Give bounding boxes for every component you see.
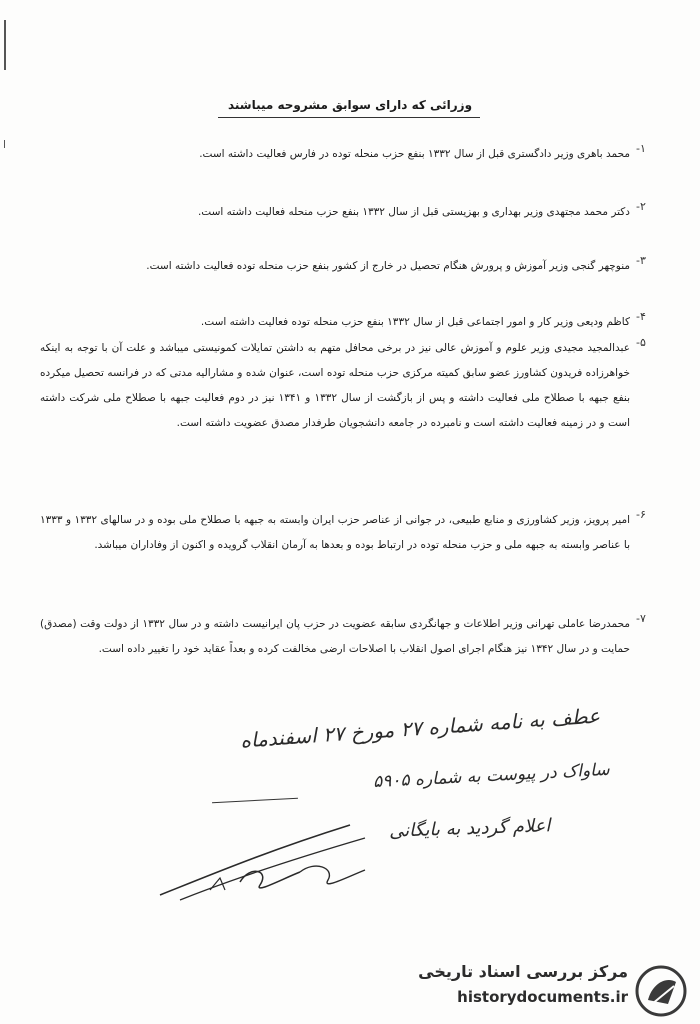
item-text: محمدرضا عاملی تهرانی وزیر اطلاعات و جهانگردی سابقه عضویت در حزب پان ایرانیست داشته و در سال ۱۳۳۲ از دولت وقت (مصدق) حمایت و در سال ۱۳۴۲ نیز هنگام اجرای اصول انقلاب با اصلاحات ارضی مخالفت کرده و بعداً عقاید خود را تغییر داده است. — [40, 618, 631, 655]
document-title: وزرائی که دارای سوابق مشروحه میباشند — [227, 98, 473, 112]
archive-website: historydocuments.ir — [457, 988, 628, 1006]
item-number: ۴- — [636, 310, 646, 323]
item-text: منوچهر گنجی وزیر آموزش و پرورش هنگام تحصیل در خارج از کشور بنفع حزب منحله توده فعالیت داشته است. — [146, 260, 630, 272]
item-number: ۵- — [636, 336, 646, 349]
item-number: ۲- — [636, 200, 646, 213]
item-text: دکتر محمد مجتهدی وزیر بهداری و بهزیستی قبل از سال ۱۳۳۲ بنفع حزب منحله فعالیت داشته است. — [197, 206, 630, 218]
item-number: ۶- — [636, 508, 646, 521]
item-text: کاظم ودیعی وزیر کار و امور اجتماعی قبل از سال ۱۳۳۲ بنفع حزب منحله توده فعالیت داشته است. — [200, 316, 630, 328]
list-item — [40, 336, 678, 436]
handwritten-note-line: عطف به نامه شماره ۲۷ مورخ ۲۷ اسفندماه — [239, 703, 601, 753]
item-number: ۷- — [636, 612, 646, 625]
handwritten-underline — [212, 798, 298, 803]
item-text: عبدالمجید مجیدی وزیر علوم و آموزش عالی نیز در برخی محافل متهم به داشتن تمایلات کمونیستی میباشد و علت آن با توجه به اینکه خواهرزاده فریدون کشاورز عضو سابق کمیته مرکزی حزب منحله توده است، عنوان شده و مشارالیه مدتی که در فرانسه تحصیل میکرده بنفع جبهه با صطلاح ملی فعالیت داشته و پس از بازگشت از سال ۱۳۳۲ و ۱۳۴۱ نیز در دوم فعالیت جبهه با صطلاح ملی شرکت داشته است و در زمینه فعالیت داشته است و نامبرده در جامعه دانشجویان طرفدار مصدق عضویت داشته است. — [40, 342, 631, 429]
list-item — [40, 310, 678, 335]
item-number: ۱- — [636, 142, 646, 155]
list-item — [40, 254, 678, 279]
scan-edge-mark — [4, 140, 5, 148]
title-underline — [218, 117, 480, 118]
handwritten-note-line: ساواک در پیوست به شماره ۵۹۰۵ — [372, 759, 611, 793]
item-text: محمد باهری وزیر دادگستری قبل از سال ۱۳۳۲ بنفع حزب منحله توده در فارس فعالیت داشته است. — [199, 148, 630, 160]
item-number: ۳- — [636, 254, 646, 267]
archive-name: مرکز بررسی اسناد تاریخی — [418, 962, 628, 981]
list-item — [40, 142, 678, 167]
list-item — [40, 200, 678, 225]
list-item — [40, 612, 678, 662]
item-text: امیر پرویز، وزیر کشاورزی و منابع طبیعی، در جوانی از عناصر حزب ایران وابسته به جبهه با صطلاح ملی بوده و در سالهای ۱۳۳۲ و ۱۳۳۳ با عناصر وابسته به جبهه ملی و حزب منحله توده در ارتباط بوده و بعدها به آرمان انقلاب گرویده و اکنون از وفاداران میباشد. — [40, 514, 631, 551]
handwritten-note-line: اعلام گردید به بایگانی — [388, 815, 551, 842]
archive-logo-icon — [634, 964, 688, 1022]
handwritten-signature — [150, 820, 390, 910]
list-item — [40, 508, 678, 558]
scan-edge-mark — [4, 20, 6, 70]
